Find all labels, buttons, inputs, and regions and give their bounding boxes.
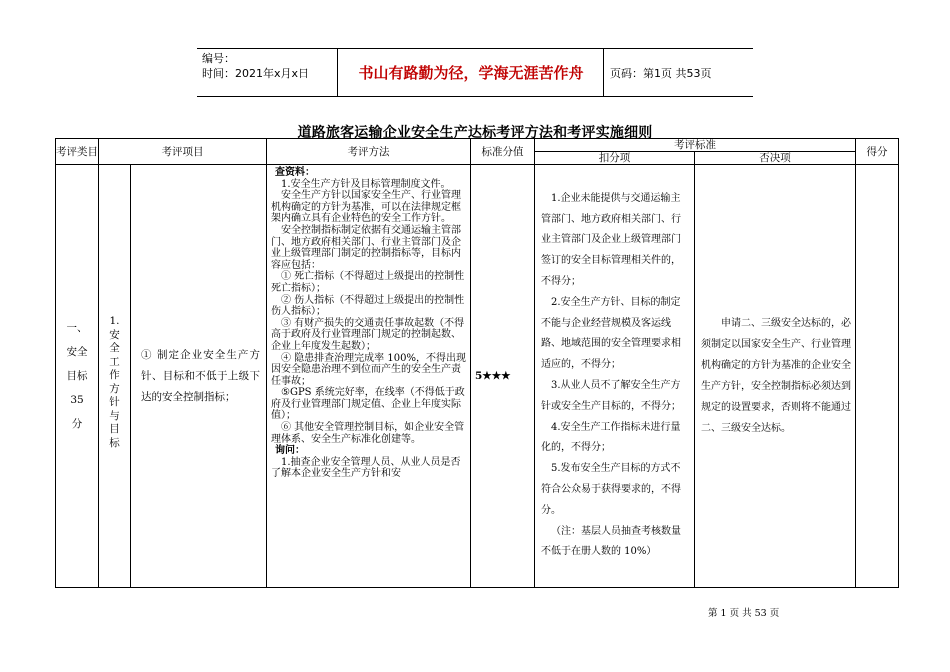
item-number-char: 安 (109, 328, 120, 341)
category-line: 一、 (66, 322, 88, 334)
item-number-char: 作 (109, 369, 120, 381)
page-info: 页码：第1页 共53页 (610, 67, 712, 80)
item-number-cell (99, 165, 131, 588)
deduct-item: 2.安全生产方针、目标的制定不能与企业经营规模及客运线路、地域范围的安全管理要求相适应的，不得分； (541, 296, 681, 371)
header-deduct: 扣分项 (535, 152, 695, 165)
method-paragraph: 1.安全生产方针及目标管理制度文件。 (281, 178, 451, 190)
header-divider (337, 49, 338, 96)
method-paragraph: 安全生产方针以国家安全生产、行业管理机构确定的方针为基准，可以在法律规定框架内确立具有企业特色的安全工作方针。 (271, 190, 461, 225)
method-paragraph: ② 伤人指标（不得超过上级提出的控制性伤人指标）； (271, 294, 465, 318)
score-value: 5★★★ (475, 370, 511, 382)
header-score: 标准分值 (471, 139, 535, 165)
item-number-char: 目 (109, 423, 120, 435)
item-number-char: 工 (109, 355, 120, 368)
veto-cell (695, 165, 856, 588)
category-line: 35 (70, 394, 84, 406)
item-number-char: 针 (109, 396, 120, 408)
deduct-item: （注：基层人员抽查考核数量不低于在册人数的 10%） (541, 525, 681, 558)
method-paragraph: 安全控制指标制定依据有交通运输主管部门、地方政府相关部门、行业主管部门及企业上级管理部门制定的控制指标等，目标内容应包括： (271, 224, 461, 271)
document-header (197, 48, 753, 97)
time-label: 时间：2021年x月x日 (202, 67, 310, 80)
deduct-item: 3.从业人员不了解安全生产方针或安全生产目标的，不得分； (541, 380, 681, 412)
header-category: 考评类目 (56, 139, 99, 165)
header-veto: 否决项 (695, 152, 856, 165)
veto-text: 申请二、三级安全达标的，必须制定以国家安全生产、行业管理机构确定的方针为基准的企业安全生产方针，安全控制指标必须达到规定的设置要求，否则将不能通过二、三级安全达标。 (701, 318, 851, 434)
header-meta (202, 51, 309, 81)
got-cell (856, 165, 899, 588)
method-paragraph: ④ 隐患排查治理完成率 100%，不得出现因安全隐患治理不到位而产生的安全生产责任事故； (271, 352, 466, 387)
method-paragraph: ① 死亡指标（不得超过上级提出的控制性死亡指标）； (271, 271, 465, 294)
item-description-cell (131, 165, 267, 588)
header-item: 考评项目 (99, 139, 267, 165)
header-got: 得分 (856, 139, 899, 165)
header-method: 考评方法 (267, 139, 471, 165)
page-footer: 第 1 页 共 53 页 (708, 608, 780, 619)
method-paragraph: ③ 有财产损失的交通责任事故起数（不得高于政府及行业管理部门规定的控制起数、企业上年度发生起数）； (271, 317, 465, 352)
header-divider (603, 49, 604, 96)
method-cell (267, 165, 471, 588)
item-description: ① 制定企业安全生产方针、目标和不低于上级下达的安全控制指标； (141, 348, 260, 403)
category-line: 目标 (66, 370, 88, 382)
method-paragraph: 1.抽查企业安全管理人员、从业人员是否了解本企业安全生产方针和安 (271, 456, 461, 480)
number-label: 编号： (202, 52, 235, 65)
item-number-char: 全 (109, 342, 120, 354)
score-cell (471, 165, 535, 588)
method-heading: 查资料： (275, 167, 315, 178)
deduct-item: 1.企业未能提供与交通运输主管部门、地方政府相关部门、行业主管部门及企业上级管理部门签订的安全目标管理相关件的，不得分； (541, 192, 681, 288)
item-number-char: 标 (109, 436, 120, 449)
deduct-item: 4.安全生产工作指标未进行量化的，不得分； (541, 421, 681, 454)
method-paragraph: ⑥ 其他安全管理控制目标，如企业安全管理体系、安全生产标准化创建等。 (271, 422, 465, 445)
category-line: 安全 (66, 346, 88, 358)
motto: 书山有路勤为径，学海无涯苦作舟 (358, 64, 584, 82)
category-line: 分 (71, 418, 83, 430)
document-title: 道路旅客运输企业安全生产达标考评方法和考评实施细则 (297, 125, 653, 141)
method-paragraph: ⑤GPS 系统完好率，在线率（不得低于政府及行业管理部门规定值、企业上年度实际值）； (271, 387, 465, 422)
item-number-char: 与 (109, 409, 120, 422)
evaluation-table (55, 138, 899, 588)
header-criteria: 考评标准 (535, 139, 856, 152)
method-heading: 询问： (275, 445, 305, 457)
item-number-char: 1. (109, 315, 120, 327)
category-cell (56, 165, 99, 588)
deduct-cell (535, 165, 695, 588)
item-number-char: 方 (109, 382, 120, 395)
deduct-item: 5.发布安全生产目标的方式不符合公众易于获得要求的，不得分。 (541, 463, 681, 516)
